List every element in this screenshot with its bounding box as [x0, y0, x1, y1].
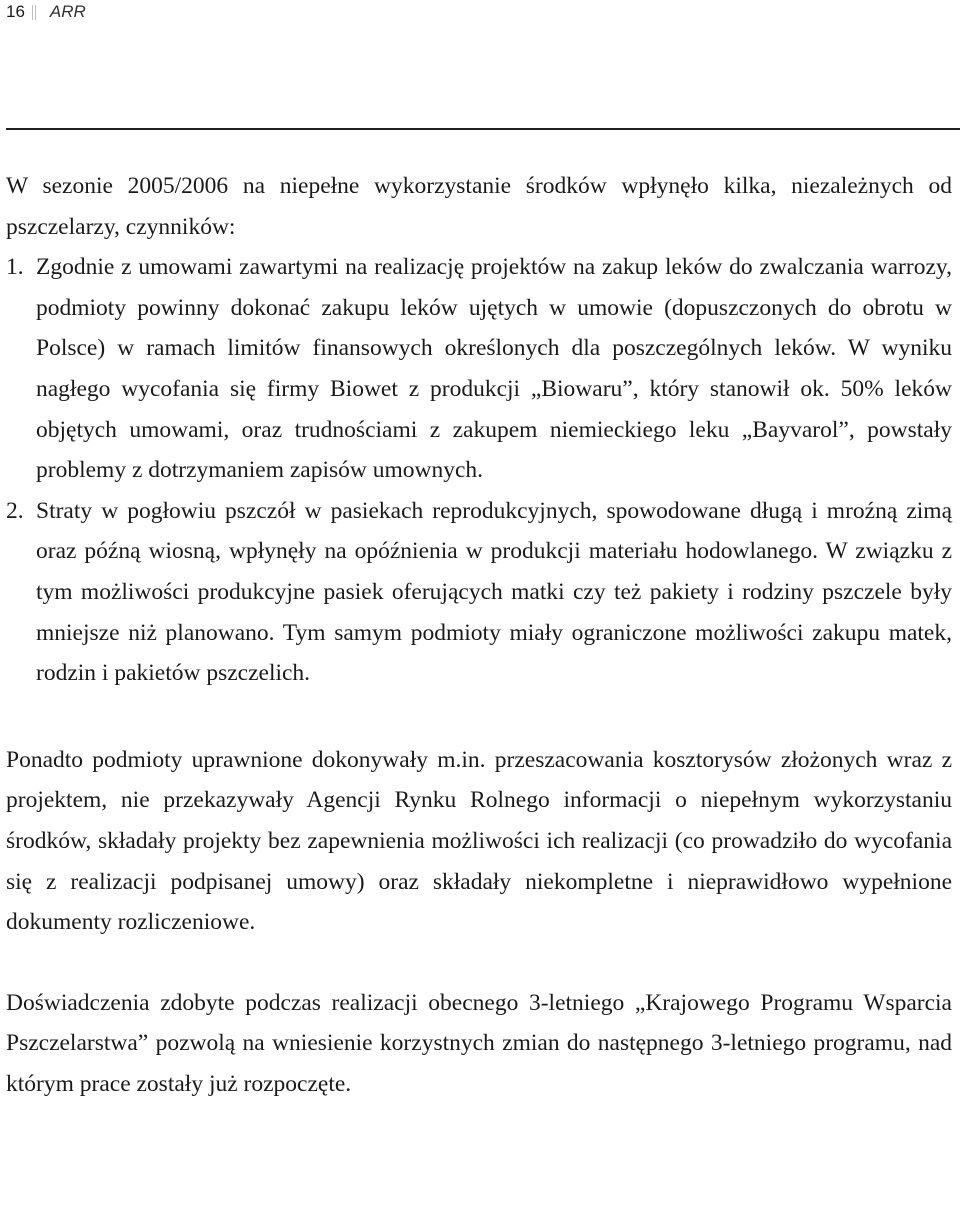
list-item: [6, 491, 952, 694]
page-number: 16: [6, 2, 25, 21]
paragraph: Ponadto podmioty uprawnione dokonywały m.in. przeszacowania kosztorysów złożonych wraz z projektem, nie przekazywały Agencji Rynku Rolnego informacji o niepełnym wykorzystaniu środków, składały projekty bez zapewnienia możliwości ich realizacji (co prowadziło do wycofania się z realizacji podpisanej umowy) oraz składały niekompletne i nieprawidłowo wypełnione dokumenty rozliczeniowe.: [6, 746, 952, 936]
header-divider: [32, 5, 33, 20]
document-body: [6, 166, 952, 1104]
list-item-number: 2.: [6, 497, 24, 524]
header-rule: [6, 128, 960, 130]
running-title: ARR: [49, 2, 86, 21]
page-header: [6, 0, 86, 24]
list-item-text: Straty w pogłowiu pszczół w pasiekach reprodukcyjnych, spowodowane długą i mroźną zimą oraz późną wiosną, wpłynęły na opóźnienia w produkcji materiału hodowlanego. W związku z tym możliwości produkcyjne pasiek oferujących matki czy też pakiety i rodziny pszczele były mniejsze niż planowano. Tym samym podmioty miały ograniczone możliwości zakupu matek, rodzin i pakietów pszczelich.: [36, 497, 952, 687]
paragraph: Doświadczenia zdobyte podczas realizacji obecnego 3-letniego „Krajowego Programu Wsparcia Pszczelarstwa” pozwolą na wniesienie korzystnych zmian do następnego 3-letniego programu, nad którym prace zostały już rozpoczęte.: [6, 989, 952, 1097]
header-divider: [35, 5, 36, 20]
list-item: [6, 247, 952, 491]
factors-list: [6, 247, 952, 694]
intro-paragraph: W sezonie 2005/2006 na niepełne wykorzystanie środków wpłynęło kilka, niezależnych od pszczelarzy, czynników:: [6, 173, 952, 240]
list-item-number: 1.: [6, 254, 24, 281]
list-item-text: Zgodnie z umowami zawartymi na realizację projektów na zakup leków do zwalczania warrozy, podmioty powinny dokonać zakupu leków ujętych w umowie (dopuszczonych do obrotu w Polsce) w ramach limitów finansowych określonych dla poszczególnych leków. W wyniku nagłego wycofania się firmy Biowet z produkcji „Biowaru”, który stanowił ok. 50% leków objętych umowami, oraz trudnościami z zakupem niemieckiego leku „Bayvarol”, powstały problemy z dotrzymaniem zapisów umownych.: [36, 254, 952, 484]
